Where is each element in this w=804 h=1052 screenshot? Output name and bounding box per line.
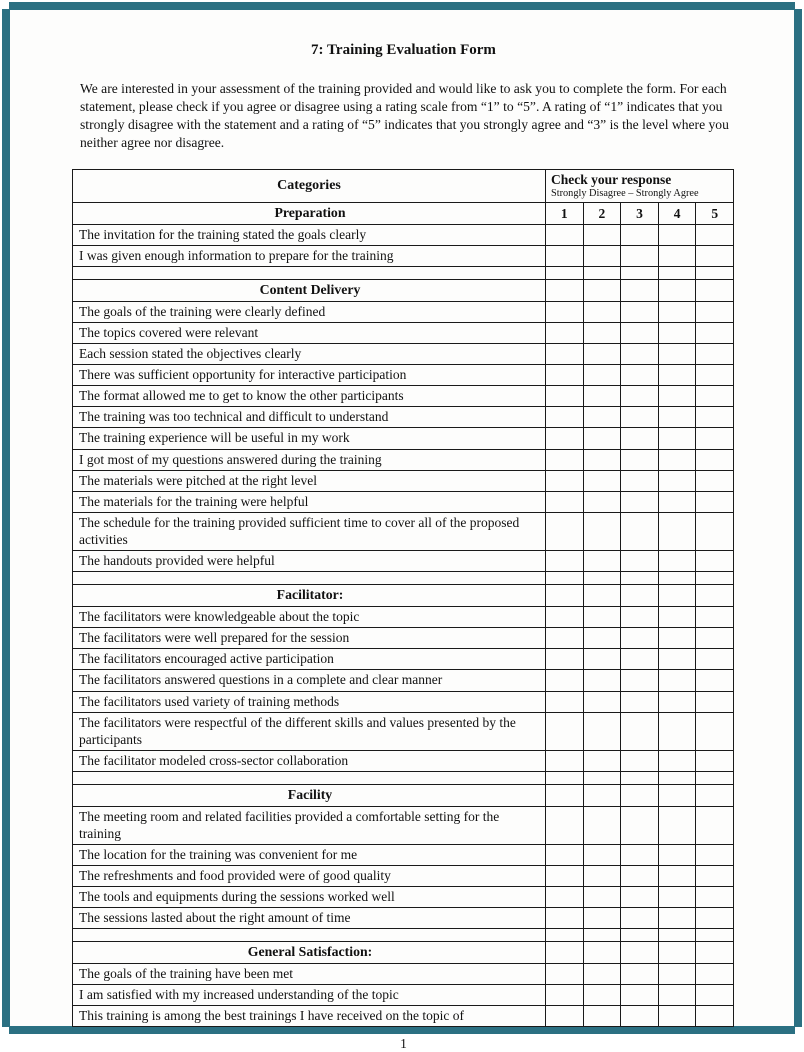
rating-cell[interactable] bbox=[658, 628, 696, 649]
statement-row bbox=[73, 628, 734, 649]
rating-cell[interactable] bbox=[696, 866, 734, 887]
rating-cell bbox=[658, 267, 696, 280]
rating-cell[interactable] bbox=[621, 245, 659, 266]
rating-cell[interactable] bbox=[696, 386, 734, 407]
rating-cell[interactable] bbox=[546, 301, 584, 322]
rating-cell[interactable] bbox=[546, 963, 584, 984]
rating-cell[interactable] bbox=[696, 750, 734, 771]
rating-cell[interactable] bbox=[583, 670, 621, 691]
rating-cell[interactable] bbox=[696, 428, 734, 449]
rating-cell[interactable] bbox=[621, 908, 659, 929]
statement-text: The schedule for the training provided sufficient time to cover all of the proposed activities bbox=[73, 513, 546, 551]
rating-cell[interactable] bbox=[658, 224, 696, 245]
rating-cell[interactable] bbox=[658, 606, 696, 627]
rating-cell[interactable] bbox=[583, 491, 621, 512]
rating-cell[interactable] bbox=[583, 386, 621, 407]
rating-cell[interactable] bbox=[696, 301, 734, 322]
rating-cell[interactable] bbox=[546, 428, 584, 449]
rating-cell[interactable] bbox=[583, 428, 621, 449]
statement-text: The training was too technical and difficult to understand bbox=[73, 407, 546, 428]
rating-cell[interactable] bbox=[621, 365, 659, 386]
rating-cell[interactable] bbox=[546, 322, 584, 343]
statement-row bbox=[73, 449, 734, 470]
statement-row bbox=[73, 224, 734, 245]
rating-cell bbox=[583, 929, 621, 942]
rating-cell[interactable] bbox=[621, 606, 659, 627]
rating-cell[interactable] bbox=[546, 908, 584, 929]
rating-cell[interactable] bbox=[546, 470, 584, 491]
rating-cell[interactable] bbox=[658, 908, 696, 929]
statement-row bbox=[73, 908, 734, 929]
rating-cell bbox=[658, 572, 696, 585]
rating-cell bbox=[621, 772, 659, 785]
rating-cell bbox=[546, 267, 584, 280]
rating-cell bbox=[658, 280, 696, 302]
statement-row bbox=[73, 386, 734, 407]
page-border-right bbox=[794, 9, 802, 1027]
rating-cell bbox=[621, 785, 659, 807]
rating-cell[interactable] bbox=[583, 301, 621, 322]
statement-row bbox=[73, 428, 734, 449]
statement-text: The goals of the training were clearly defined bbox=[73, 301, 546, 322]
rating-cell[interactable] bbox=[658, 750, 696, 771]
rating-cell[interactable] bbox=[621, 224, 659, 245]
rating-cell[interactable] bbox=[696, 513, 734, 551]
rating-cell[interactable] bbox=[621, 322, 659, 343]
rating-cell bbox=[546, 585, 584, 607]
section-title: Preparation bbox=[73, 203, 546, 225]
rating-cell[interactable] bbox=[658, 887, 696, 908]
statement-text: The tools and equipments during the sessions worked well bbox=[73, 887, 546, 908]
rating-cell[interactable] bbox=[621, 985, 659, 1006]
section-row bbox=[73, 585, 734, 607]
rating-cell[interactable] bbox=[696, 470, 734, 491]
statement-text: The format allowed me to get to know the other participants bbox=[73, 386, 546, 407]
section-title: Facilitator: bbox=[73, 585, 546, 607]
section-row bbox=[73, 942, 734, 964]
rating-cell[interactable] bbox=[546, 806, 584, 844]
rating-cell bbox=[546, 280, 584, 302]
statement-text: This training is among the best trainings I have received on the topic of bbox=[73, 1006, 546, 1027]
rating-cell bbox=[546, 929, 584, 942]
rating-cell[interactable] bbox=[658, 1006, 696, 1027]
rating-scale-number: 5 bbox=[696, 203, 734, 225]
rating-cell[interactable] bbox=[658, 963, 696, 984]
statement-text: The invitation for the training stated the goals clearly bbox=[73, 224, 546, 245]
rating-cell[interactable] bbox=[696, 407, 734, 428]
statement-row bbox=[73, 365, 734, 386]
rating-cell bbox=[696, 942, 734, 964]
rating-cell[interactable] bbox=[696, 628, 734, 649]
rating-cell[interactable] bbox=[658, 343, 696, 364]
section-row bbox=[73, 280, 734, 302]
response-header-title: Check your response bbox=[551, 171, 672, 187]
statement-row bbox=[73, 343, 734, 364]
statement-row bbox=[73, 750, 734, 771]
rating-cell[interactable] bbox=[696, 1006, 734, 1027]
statement-text: The facilitators used variety of training methods bbox=[73, 691, 546, 712]
rating-cell bbox=[696, 785, 734, 807]
section-row bbox=[73, 785, 734, 807]
rating-cell[interactable] bbox=[658, 844, 696, 865]
rating-scale-number: 1 bbox=[546, 203, 584, 225]
statement-text: The goals of the training have been met bbox=[73, 963, 546, 984]
statement-text: I was given enough information to prepare for the training bbox=[73, 245, 546, 266]
statement-text: The topics covered were relevant bbox=[73, 322, 546, 343]
rating-cell[interactable] bbox=[583, 606, 621, 627]
rating-cell[interactable] bbox=[696, 245, 734, 266]
rating-cell[interactable] bbox=[583, 963, 621, 984]
rating-cell[interactable] bbox=[546, 606, 584, 627]
statement-row bbox=[73, 470, 734, 491]
rating-scale-number: 2 bbox=[583, 203, 621, 225]
rating-cell[interactable] bbox=[696, 322, 734, 343]
rating-cell[interactable] bbox=[583, 224, 621, 245]
rating-cell[interactable] bbox=[621, 491, 659, 512]
rating-cell[interactable] bbox=[621, 470, 659, 491]
rating-cell[interactable] bbox=[658, 551, 696, 572]
rating-cell[interactable] bbox=[658, 365, 696, 386]
rating-cell[interactable] bbox=[658, 712, 696, 750]
rating-cell[interactable] bbox=[546, 386, 584, 407]
statement-row bbox=[73, 866, 734, 887]
rating-cell[interactable] bbox=[621, 449, 659, 470]
page-border-left bbox=[2, 9, 10, 1027]
rating-cell[interactable] bbox=[696, 224, 734, 245]
statement-row bbox=[73, 322, 734, 343]
rating-cell[interactable] bbox=[546, 887, 584, 908]
rating-cell bbox=[658, 929, 696, 942]
rating-cell[interactable] bbox=[696, 649, 734, 670]
rating-cell[interactable] bbox=[621, 866, 659, 887]
statement-row bbox=[73, 407, 734, 428]
statement-text: The facilitators encouraged active participation bbox=[73, 649, 546, 670]
rating-cell[interactable] bbox=[621, 628, 659, 649]
rating-cell[interactable] bbox=[621, 806, 659, 844]
rating-cell bbox=[621, 572, 659, 585]
statement-text: The facilitator modeled cross-sector collaboration bbox=[73, 750, 546, 771]
rating-cell[interactable] bbox=[583, 750, 621, 771]
rating-cell bbox=[621, 942, 659, 964]
rating-cell bbox=[658, 942, 696, 964]
rating-cell[interactable] bbox=[658, 470, 696, 491]
rating-cell[interactable] bbox=[583, 691, 621, 712]
rating-cell[interactable] bbox=[583, 985, 621, 1006]
rating-cell[interactable] bbox=[658, 322, 696, 343]
rating-cell bbox=[583, 942, 621, 964]
rating-cell[interactable] bbox=[658, 806, 696, 844]
rating-cell[interactable] bbox=[583, 649, 621, 670]
rating-cell[interactable] bbox=[658, 691, 696, 712]
rating-cell bbox=[696, 929, 734, 942]
rating-cell[interactable] bbox=[696, 844, 734, 865]
rating-cell[interactable] bbox=[696, 887, 734, 908]
rating-scale-number: 4 bbox=[658, 203, 696, 225]
intro-paragraph: We are interested in your assessment of the training provided and would like to ask you to complete the form. For each statement, please check if you agree or disagree using a rating scale from “1” to “5”. A rating of “1” indicates that you strongly disagree with the statement and a rating of “5” indicates that you strongly agree and “3” is the level where you neither agree nor disagree. bbox=[80, 81, 729, 151]
form-title: 7: Training Evaluation Form bbox=[311, 42, 496, 58]
rating-cell[interactable] bbox=[546, 491, 584, 512]
statement-row bbox=[73, 1006, 734, 1027]
statement-text: There was sufficient opportunity for interactive participation bbox=[73, 365, 546, 386]
rating-cell[interactable] bbox=[658, 407, 696, 428]
rating-cell bbox=[658, 585, 696, 607]
statement-row bbox=[73, 245, 734, 266]
rating-cell[interactable] bbox=[696, 551, 734, 572]
statement-row bbox=[73, 513, 734, 551]
statement-text: The facilitators were respectful of the different skills and values presented by the participants bbox=[73, 712, 546, 750]
rating-cell[interactable] bbox=[621, 712, 659, 750]
rating-cell[interactable] bbox=[583, 322, 621, 343]
statement-row bbox=[73, 551, 734, 572]
rating-cell[interactable] bbox=[658, 491, 696, 512]
statement-text: The training experience will be useful in my work bbox=[73, 428, 546, 449]
rating-cell bbox=[583, 280, 621, 302]
rating-cell[interactable] bbox=[583, 806, 621, 844]
document-page bbox=[10, 10, 794, 1052]
rating-cell[interactable] bbox=[696, 712, 734, 750]
statement-row bbox=[73, 491, 734, 512]
rating-cell[interactable] bbox=[546, 691, 584, 712]
page-border-top bbox=[9, 2, 795, 10]
rating-cell bbox=[583, 572, 621, 585]
rating-cell[interactable] bbox=[583, 513, 621, 551]
statement-row bbox=[73, 691, 734, 712]
table-header-row bbox=[73, 170, 734, 203]
statement-text: I am satisfied with my increased understanding of the topic bbox=[73, 985, 546, 1006]
rating-cell[interactable] bbox=[583, 449, 621, 470]
statement-row bbox=[73, 670, 734, 691]
spacer-row bbox=[73, 929, 734, 942]
rating-cell[interactable] bbox=[658, 985, 696, 1006]
rating-cell bbox=[621, 267, 659, 280]
statement-text: Each session stated the objectives clearly bbox=[73, 343, 546, 364]
statement-text: I got most of my questions answered during the training bbox=[73, 449, 546, 470]
rating-cell[interactable] bbox=[658, 649, 696, 670]
rating-cell[interactable] bbox=[696, 491, 734, 512]
spacer-row bbox=[73, 267, 734, 280]
spacer-cell bbox=[73, 267, 546, 280]
rating-cell[interactable] bbox=[583, 365, 621, 386]
rating-cell bbox=[546, 785, 584, 807]
statement-text: The meeting room and related facilities provided a comfortable setting for the training bbox=[73, 806, 546, 844]
statement-text: The handouts provided were helpful bbox=[73, 551, 546, 572]
statement-row bbox=[73, 301, 734, 322]
rating-cell[interactable] bbox=[546, 985, 584, 1006]
rating-cell[interactable] bbox=[546, 649, 584, 670]
rating-cell[interactable] bbox=[658, 670, 696, 691]
statement-text: The refreshments and food provided were of good quality bbox=[73, 866, 546, 887]
statement-text: The materials for the training were helpful bbox=[73, 491, 546, 512]
rating-cell[interactable] bbox=[621, 407, 659, 428]
rating-cell[interactable] bbox=[583, 908, 621, 929]
rating-cell bbox=[658, 772, 696, 785]
rating-cell[interactable] bbox=[546, 844, 584, 865]
rating-cell bbox=[546, 772, 584, 785]
rating-cell[interactable] bbox=[696, 806, 734, 844]
rating-cell[interactable] bbox=[546, 712, 584, 750]
rating-cell[interactable] bbox=[658, 449, 696, 470]
evaluation-table bbox=[72, 169, 734, 1027]
section-title: General Satisfaction: bbox=[73, 942, 546, 964]
rating-cell bbox=[583, 267, 621, 280]
statement-text: The location for the training was convenient for me bbox=[73, 844, 546, 865]
rating-cell[interactable] bbox=[546, 365, 584, 386]
rating-cell[interactable] bbox=[583, 844, 621, 865]
rating-cell[interactable] bbox=[546, 1006, 584, 1027]
rating-cell[interactable] bbox=[621, 963, 659, 984]
rating-cell[interactable] bbox=[621, 691, 659, 712]
rating-cell bbox=[696, 772, 734, 785]
rating-cell[interactable] bbox=[621, 670, 659, 691]
rating-cell[interactable] bbox=[546, 407, 584, 428]
rating-cell[interactable] bbox=[621, 343, 659, 364]
rating-cell[interactable] bbox=[546, 449, 584, 470]
rating-cell[interactable] bbox=[621, 551, 659, 572]
rating-cell[interactable] bbox=[621, 428, 659, 449]
rating-cell bbox=[546, 942, 584, 964]
rating-cell bbox=[696, 280, 734, 302]
rating-cell[interactable] bbox=[583, 887, 621, 908]
rating-cell bbox=[583, 585, 621, 607]
response-scale-caption: Strongly Disagree – Strongly Agree bbox=[551, 187, 699, 199]
rating-cell bbox=[621, 585, 659, 607]
rating-cell[interactable] bbox=[583, 712, 621, 750]
rating-cell bbox=[583, 772, 621, 785]
rating-cell[interactable] bbox=[696, 963, 734, 984]
rating-cell[interactable] bbox=[696, 343, 734, 364]
rating-cell[interactable] bbox=[696, 908, 734, 929]
rating-cell[interactable] bbox=[696, 691, 734, 712]
rating-cell[interactable] bbox=[658, 866, 696, 887]
statement-row bbox=[73, 649, 734, 670]
spacer-row bbox=[73, 772, 734, 785]
rating-cell[interactable] bbox=[658, 386, 696, 407]
statement-text: The facilitators answered questions in a complete and clear manner bbox=[73, 670, 546, 691]
statement-row bbox=[73, 606, 734, 627]
statement-row bbox=[73, 712, 734, 750]
rating-cell bbox=[621, 280, 659, 302]
section-title: Facility bbox=[73, 785, 546, 807]
rating-cell[interactable] bbox=[696, 606, 734, 627]
section-title: Content Delivery bbox=[73, 280, 546, 302]
statement-text: The facilitators were knowledgeable about the topic bbox=[73, 606, 546, 627]
rating-cell[interactable] bbox=[583, 245, 621, 266]
rating-cell[interactable] bbox=[546, 670, 584, 691]
rating-cell bbox=[583, 785, 621, 807]
rating-cell[interactable] bbox=[583, 628, 621, 649]
rating-cell[interactable] bbox=[583, 343, 621, 364]
rating-cell[interactable] bbox=[658, 513, 696, 551]
rating-cell bbox=[621, 929, 659, 942]
rating-cell[interactable] bbox=[546, 224, 584, 245]
rating-cell[interactable] bbox=[583, 470, 621, 491]
rating-cell[interactable] bbox=[696, 985, 734, 1006]
rating-cell[interactable] bbox=[546, 551, 584, 572]
response-column-header bbox=[546, 170, 734, 203]
rating-cell[interactable] bbox=[546, 245, 584, 266]
rating-cell[interactable] bbox=[621, 649, 659, 670]
rating-scale-number: 3 bbox=[621, 203, 659, 225]
statement-row bbox=[73, 985, 734, 1006]
spacer-cell bbox=[73, 572, 546, 585]
spacer-cell bbox=[73, 772, 546, 785]
rating-cell[interactable] bbox=[621, 386, 659, 407]
rating-cell[interactable] bbox=[658, 245, 696, 266]
rating-cell[interactable] bbox=[696, 670, 734, 691]
section-scale-row bbox=[73, 203, 734, 225]
rating-cell[interactable] bbox=[658, 301, 696, 322]
rating-cell[interactable] bbox=[696, 365, 734, 386]
rating-cell[interactable] bbox=[546, 513, 584, 551]
rating-cell[interactable] bbox=[621, 844, 659, 865]
statement-row bbox=[73, 963, 734, 984]
rating-cell bbox=[696, 267, 734, 280]
rating-cell[interactable] bbox=[621, 301, 659, 322]
rating-cell[interactable] bbox=[546, 628, 584, 649]
categories-column-header: Categories bbox=[73, 170, 546, 203]
statement-text: The sessions lasted about the right amount of time bbox=[73, 908, 546, 929]
statement-row bbox=[73, 806, 734, 844]
spacer-row bbox=[73, 572, 734, 585]
rating-cell[interactable] bbox=[621, 750, 659, 771]
rating-cell[interactable] bbox=[546, 750, 584, 771]
statement-text: The facilitators were well prepared for the session bbox=[73, 628, 546, 649]
rating-cell[interactable] bbox=[696, 449, 734, 470]
rating-cell bbox=[696, 572, 734, 585]
spacer-cell bbox=[73, 929, 546, 942]
rating-cell[interactable] bbox=[546, 866, 584, 887]
statement-row bbox=[73, 844, 734, 865]
rating-cell[interactable] bbox=[583, 1006, 621, 1027]
rating-cell bbox=[658, 785, 696, 807]
rating-cell bbox=[696, 585, 734, 607]
statement-row bbox=[73, 887, 734, 908]
rating-cell[interactable] bbox=[583, 407, 621, 428]
rating-cell[interactable] bbox=[546, 343, 584, 364]
rating-cell[interactable] bbox=[621, 1006, 659, 1027]
rating-cell[interactable] bbox=[658, 428, 696, 449]
rating-cell[interactable] bbox=[621, 513, 659, 551]
page-number: 1 bbox=[400, 1036, 407, 1052]
rating-cell[interactable] bbox=[621, 887, 659, 908]
rating-cell bbox=[546, 572, 584, 585]
statement-text: The materials were pitched at the right level bbox=[73, 470, 546, 491]
rating-cell[interactable] bbox=[583, 551, 621, 572]
rating-cell[interactable] bbox=[583, 866, 621, 887]
